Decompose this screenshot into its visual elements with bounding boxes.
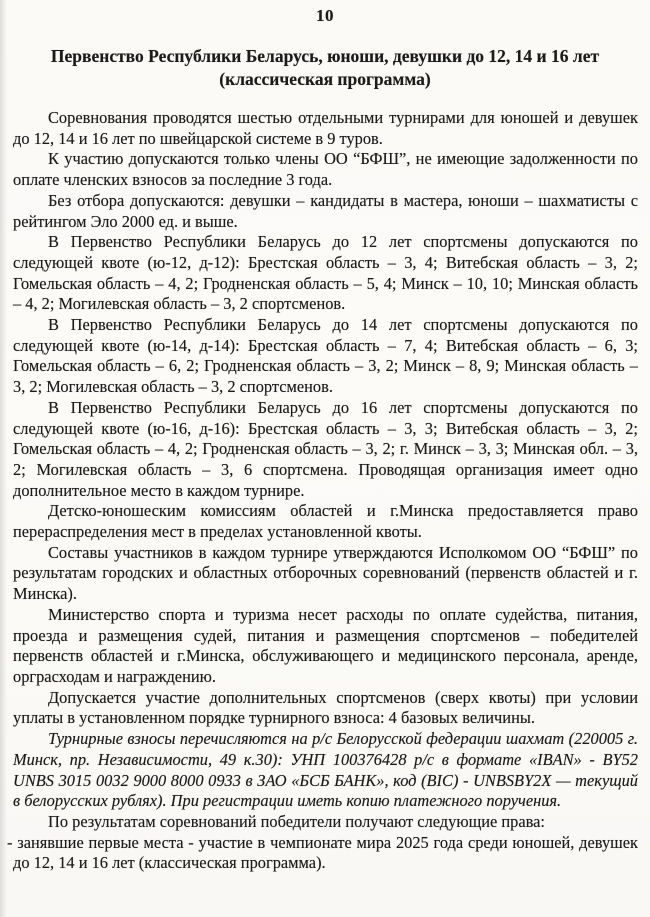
document-title-line-2: (классическая программа)	[219, 69, 431, 89]
paragraph-winners-rights-intro: По результатам соревнований победители получают следующие права:	[48, 811, 545, 831]
paragraph-quota-u12: В Первенство Республики Беларусь до 12 лет спортсмены допускаются по следующей квоте (ю-12, д-12): Брестская область – 3, 4; Витебская область – 3, 2; Гомельская область – 4, 2; Гродненская область – 5, 4; Минск – 10, 10; Минская область – 4, 2; Могилевская область – 3, 2 спортсменов.	[13, 232, 638, 314]
document-title-line-1: Первенство Республики Беларусь, юноши, девушки до 12, 14 и 16 лет	[50, 46, 600, 66]
document-body	[0, 108, 650, 874]
paragraph-competitions-format: Соревнования проводятся шестью отдельными турнирами для юношей и девушек до 12, 14 и 16 лет по швейцарской системе в 9 туров.	[13, 108, 638, 148]
paragraph-quota-u14: В Первенство Республики Беларусь до 14 лет спортсмены допускаются по следующей квоте (ю-14, д-14): Брестская область – 7, 4; Витебская область – 6, 3; Гомельская область – 6, 2; Гродненская область – 3, 2; Минск – 8, 9; Минская область – 3, 2; Могилевская область – 3, 2 спортсменов.	[13, 315, 638, 397]
paragraph-winners-rights-item: - занявшие первые места - участие в чемпионате мира 2025 года среди юношей, девушек до 12, 14 и 16 лет (классическая программа).	[7, 832, 638, 873]
paragraph-participant-lists: Составы участников в каждом турнире утверждаются Исполкомом ОО “БФШ” по результатам городских и областных отборочных соревнований (первенств областей и г. Минска).	[13, 542, 638, 604]
page-number: 10	[316, 6, 334, 25]
paragraph-quota-u16: В Первенство Республики Беларусь до 16 лет спортсмены допускаются по следующей квоте (ю-16, д-16): Брестская область – 3, 3; Витебская область – 3, 2; Гомельская область – 4, 2; Гродненская область – 3, 2; г. Минск – 3, 3; Минская обл. – 3, 2; Могилевская область – 3, 6 спортсмена. Проводящая организация имеет одно дополнительное место в каждом турнире.	[13, 397, 638, 500]
document-title	[0, 45, 650, 91]
paragraph-tournament-fees-bank-details: Турнирные взносы перечисляются на р/с Белорусской федерации шахмат (220005 г. Минск, пр. Независимости, 49 к.30): УНП 100376428 р/с в формате «IBAN» - BY52 UNBS 3015 0032 9000 8000 0933 в ЗАО «БСБ БАНК», код (BIC) - UNBSBY2X — текущий в белорусских рублях). При регистрации иметь копию платежного поручения.	[13, 729, 638, 811]
paragraph-no-selection: Без отбора допускаются: девушки – кандидаты в мастера, юноши – шахматисты с рейтингом Эло 2000 ед. и выше.	[13, 190, 638, 231]
paragraph-extra-participants: Допускается участие дополнительных спортсменов (сверх квоты) при условии уплаты в установленном порядке турнирного взноса: 4 базовых величины.	[13, 687, 638, 728]
paragraph-ministry-expenses: Министерство спорта и туризма несет расходы по оплате судейства, питания, проезда и размещения судей, питания и размещения спортсменов – победителей первенств областей и г.Минска, обслуживающего и медицинского персонала, аренде, орграсходам и награждению.	[13, 604, 638, 686]
paragraph-redistribution-rights: Детско-юношеским комиссиям областей и г.Минска предоставляется право перераспределения мест в пределах установленной квоты.	[13, 501, 638, 542]
paragraph-membership-requirement: К участию допускаются только члены ОО “БФШ”, не имеющие задолженности по оплате членских взносов за последние 3 года.	[13, 149, 638, 190]
